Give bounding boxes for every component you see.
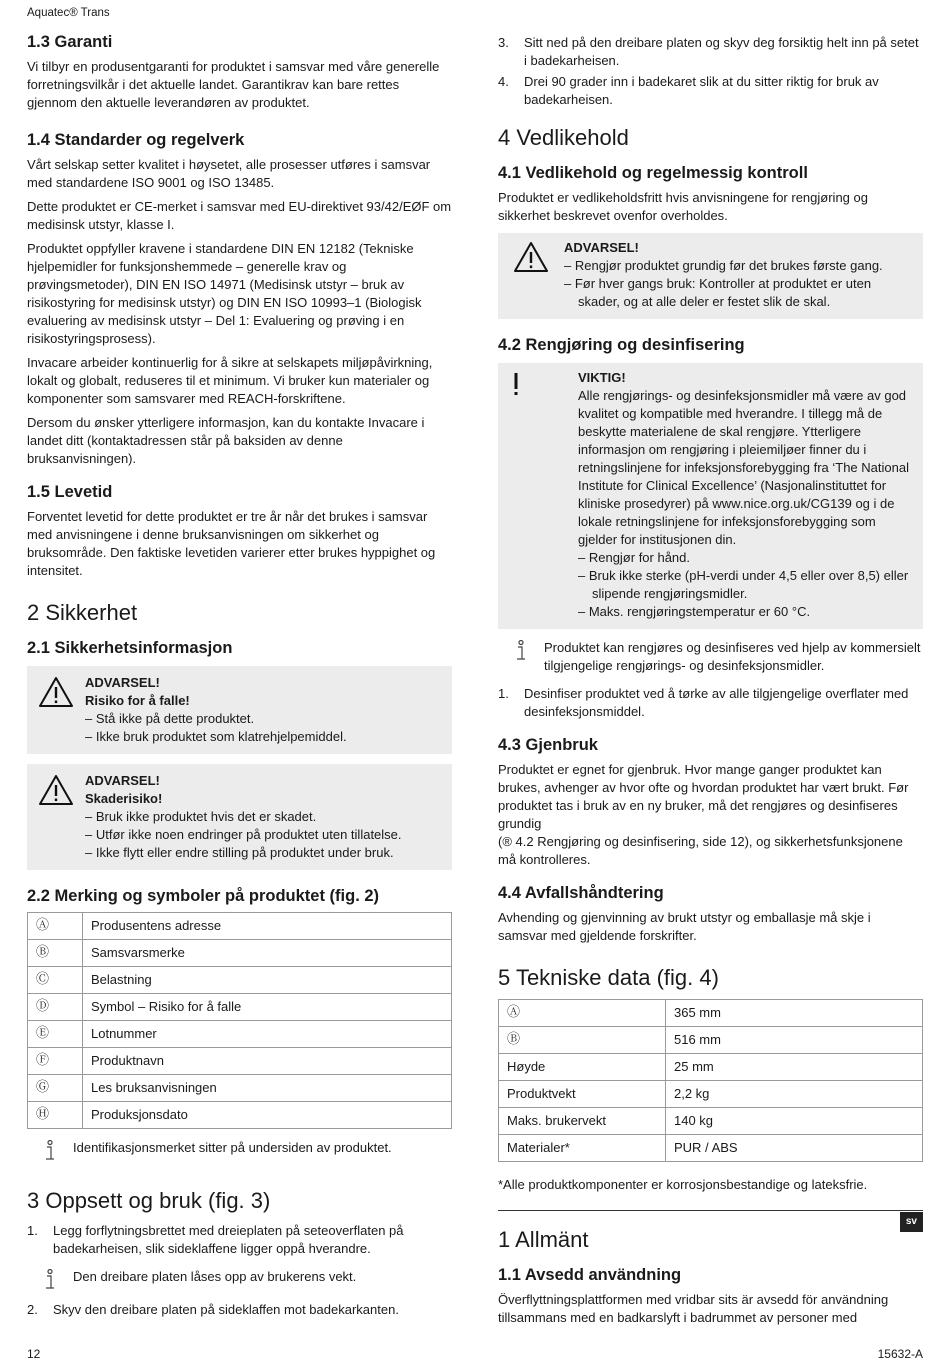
section-1-5-text: Forventet levetid for dette produktet er tre år når det brukes i samsvar med anvisningene i denne bruksanvisningen om sikkerhet og bruksområde. Den faktiske levetiden varierer etter brukes hyppighet og intensitet. (27, 509, 436, 578)
section-4-1-text: Produktet er vedlikeholdsfritt hvis anvisningene for rengjøring og sikkerhet beskrevet ovenfor overholdes. (498, 190, 868, 223)
section-2-1-title: 2.1 Sikkerhetsinformasjon (27, 639, 233, 657)
section-1-3-text: Vi tilbyr en produsentgaranti for produktet i samsvar med våre generelle forretningsvilkår i det aktuelle landet. Garantikrav kan bare rettes gjennom den aktuelle leverandøren av produktet. (27, 59, 440, 110)
warning-item: – Ikke bruk produktet som klatrehjelpemiddel. (85, 729, 347, 744)
important-item: – Rengjør for hånd. (578, 550, 691, 565)
table-cell-value: Belastning (83, 967, 452, 994)
table-cell-key: Ⓕ (28, 1048, 83, 1075)
list-item (27, 1222, 452, 1258)
table-cell-value: Produksjonsdato (83, 1102, 452, 1129)
tech-data-table (498, 999, 923, 1162)
info-note (27, 1268, 452, 1291)
section-4-3-text: Produktet er egnet for gjenbruk. Hvor mange ganger produktet kan brukes, avhenger av hvor ofte og hvordan produktet har vært brukt. Før produktet tas i bruk av en ny bruker, må det rengjøres og desinfiseres grundig (498, 762, 909, 831)
section-4-4-text: Avhending og gjenvinning av brukt utstyr og emballasje må skje i samsvar med gjeldende forskrifter. (498, 910, 871, 943)
section-3-title: 3 Oppsett og bruk (fig. 3) (27, 1188, 271, 1213)
table-cell-value: 2,2 kg (666, 1081, 923, 1108)
table-row (28, 940, 452, 967)
table-cell-value: Lotnummer (83, 1021, 452, 1048)
table-cell-value: 516 mm (666, 1027, 923, 1054)
list-item (498, 685, 923, 721)
warning-triangle-icon (27, 674, 85, 746)
warning-box-injury (27, 764, 452, 870)
info-note-text: Den dreibare platen låses opp av brukerens vekt. (73, 1269, 357, 1284)
list-item (498, 73, 923, 109)
info-note (27, 1139, 452, 1162)
exclamation-icon (498, 369, 560, 621)
section-1-4-title: 1.4 Standarder og regelverk (27, 131, 245, 149)
list-item (27, 1301, 452, 1319)
table-row (499, 1108, 923, 1135)
setup-steps (27, 1222, 452, 1258)
warning-item: – Rengjør produktet grundig før det brukes første gang. (564, 258, 883, 273)
step-number: 4. (498, 74, 509, 89)
section-1-4-p5: Dersom du ønsker ytterligere informasjon, kan du kontakte Invacare i landet ditt (kontaktadressen står på baksiden av denne bruksanvisningen). (27, 415, 425, 466)
section-2-title: 2 Sikkerhet (27, 600, 138, 625)
info-icon (27, 1268, 73, 1291)
step-number: 2. (27, 1302, 38, 1317)
step-text: Drei 90 grader inn i badekaret slik at du sitter riktig for bruk av badekarheisen. (524, 74, 879, 107)
info-note-text: Identifikasjonsmerket sitter på undersiden av produktet. (73, 1140, 392, 1155)
section-4-1-title: 4.1 Vedlikehold og regelmessig kontroll (498, 164, 808, 182)
table-row (28, 994, 452, 1021)
table-row (28, 913, 452, 940)
step-text: Desinfiser produktet ved å tørke av alle tilgjengelige overflater med desinfeksjonsmiddel. (524, 686, 909, 719)
warning-head: ADVARSEL! (564, 240, 639, 255)
important-box (498, 363, 923, 629)
section-4-4-title: 4.4 Avfallshåndtering (498, 884, 664, 902)
warning-head: ADVARSEL! (85, 675, 160, 690)
section-1-4-p3: Produktet oppfyller kravene i standardene DIN EN 12182 (Tekniske hjelpemidler for funksjonshemmede – generelle krav og prøvingsmetoder), DIN EN ISO 14971 (Medisinsk utstyr – bruk av risikostyring for medisinsk utstyr) og DIN EN ISO 10993–1 (Biologisk evaluering av medisinsk utstyr – Del 1: Evaluering og prøving i en risikostyringsprosess). (27, 241, 422, 346)
table-cell-key: Materialer* (499, 1135, 666, 1162)
language-divider (498, 1210, 923, 1227)
symbols-table (27, 912, 452, 1129)
table-cell-value: Produsentens adresse (83, 913, 452, 940)
right-column (498, 30, 923, 1333)
sv-section-1-1-text: Överflyttningsplattformen med vridbar sits är avsedd för användning tillsammans med en badkarslyft i badrummet av personer med (498, 1292, 889, 1325)
table-row (499, 1027, 923, 1054)
warning-item: – Bruk ikke produktet hvis det er skadet. (85, 809, 317, 824)
section-2-2-title: 2.2 Merking og symboler på produktet (fig. 2) (27, 887, 380, 905)
table-row (499, 1000, 923, 1027)
step-text: Legg forflytningsbrettet med dreieplaten på seteoverflaten på badekarheisen, slik sideklaffene ligger oppå hverandre. (53, 1223, 404, 1256)
section-1-3-title: 1.3 Garanti (27, 33, 113, 51)
section-4-title: 4 Vedlikehold (498, 125, 629, 150)
warning-item: – Utfør ikke noen endringer på produktet uten tillatelse. (85, 827, 402, 842)
step-text: Sitt ned på den dreibare platen og skyv deg forsiktig helt inn på setet i badekarheisen. (524, 35, 919, 68)
table-row (499, 1081, 923, 1108)
section-1-5-title: 1.5 Levetid (27, 483, 113, 501)
table-cell-key: Ⓑ (28, 940, 83, 967)
step-number: 3. (498, 35, 509, 50)
section-4-3-ref: (® 4.2 Rengjøring og desinfisering, side 12), og sikkerhetsfunksjonene må kontrolleres. (498, 834, 903, 867)
table-cell-key: Ⓖ (28, 1075, 83, 1102)
warning-item: – Stå ikke på dette produktet. (85, 711, 255, 726)
table-cell-value: PUR / ABS (666, 1135, 923, 1162)
important-text: Alle rengjørings- og desinfeksjonsmidler må være av god kvalitet og kompatible med hverandre. I tillegg må de beskytte materialene de skal rengjøre. Ytterligere informasjon om rengjøring i pleiemiljøer finner du i retningslinjene for infeksjonsforebygging fra ‘The National Institute for Clinical Excellence’ (Nasjonalinstituttet for kliniske prosedyrer) på www.nice.org.uk/CG139 og i de lokale retningslinjene for infeksjonsforebygging som gjelder for institusjonen din. (578, 388, 909, 547)
table-cell-value: Les bruksanvisningen (83, 1075, 452, 1102)
step-number: 1. (27, 1223, 38, 1238)
table-cell-key: Ⓓ (28, 994, 83, 1021)
important-item: – Maks. rengjøringstemperatur er 60 °C. (578, 604, 811, 619)
document-header: Aquatec® Trans (27, 7, 110, 19)
table-cell-key: Ⓔ (28, 1021, 83, 1048)
table-cell-key: Produktvekt (499, 1081, 666, 1108)
table-row (28, 967, 452, 994)
table-row (28, 1048, 452, 1075)
step-number: 1. (498, 686, 509, 701)
table-cell-key: Høyde (499, 1054, 666, 1081)
table-cell-key: Ⓐ (28, 913, 83, 940)
table-row (499, 1054, 923, 1081)
warning-triangle-icon (498, 239, 564, 311)
important-head: VIKTIG! (578, 370, 626, 385)
section-5-title: 5 Tekniske data (fig. 4) (498, 965, 719, 990)
table-cell-key: Ⓑ (499, 1027, 666, 1054)
warning-triangle-icon (27, 772, 85, 862)
info-icon (27, 1139, 73, 1162)
section-1-4-p4: Invacare arbeider kontinuerlig for å sikre at selskapets miljøpåvirkning, lokalt og globalt, reduseres til et minimum. Vi bruker kun materialer og komponenter som samsvarer med REACH-forskriftene. (27, 355, 433, 406)
table-row (28, 1021, 452, 1048)
table-cell-key: Ⓗ (28, 1102, 83, 1129)
table-row (28, 1075, 452, 1102)
warning-head: ADVARSEL! (85, 773, 160, 788)
warning-item: – Ikke flytt eller endre stilling på produktet under bruk. (85, 845, 394, 860)
document-code: 15632-A (877, 1347, 923, 1361)
cleaning-steps (498, 685, 923, 721)
warning-item: – Før hver gangs bruk: Kontroller at produktet er uten skader, og at alle deler er festet slik de skal. (564, 276, 872, 309)
warning-box-fall (27, 666, 452, 754)
tech-data-footnote: *Alle produktkomponenter er korrosjonsbestandige og lateksfrie. (498, 1177, 868, 1192)
section-1-4-p1: Vårt selskap setter kvalitet i høysetet, alle prosesser utføres i samsvar med standardene ISO 9001 og ISO 13485. (27, 157, 431, 190)
step-text: Skyv den dreibare platen på sideklaffen mot badekarkanten. (53, 1302, 399, 1317)
section-4-3-title: 4.3 Gjenbruk (498, 736, 598, 754)
setup-steps (27, 1301, 452, 1319)
sv-section-1-title: 1 Allmänt (498, 1227, 589, 1252)
language-badge: sv (900, 1212, 923, 1232)
table-cell-key: Ⓐ (499, 1000, 666, 1027)
info-note-text: Produktet kan rengjøres og desinfiseres ved hjelp av kommersielt tilgjengelige rengjørings- og desinfeksjonsmidler. (544, 640, 921, 673)
page-number: 12 (27, 1347, 41, 1361)
warning-sub: Skaderisiko! (85, 791, 163, 806)
section-1-4-p2: Dette produktet er CE-merket i samsvar med EU-direktivet 93/42/EØF om medisinsk utstyr, klasse I. (27, 199, 452, 232)
warning-sub: Risiko for å falle! (85, 693, 190, 708)
table-cell-value: Samsvarsmerke (83, 940, 452, 967)
info-note (498, 639, 923, 675)
table-cell-value: 25 mm (666, 1054, 923, 1081)
info-icon (498, 639, 544, 675)
table-cell-value: 140 kg (666, 1108, 923, 1135)
table-cell-value: Produktnavn (83, 1048, 452, 1075)
table-row (28, 1102, 452, 1129)
warning-box-maintenance (498, 233, 923, 319)
table-row (499, 1135, 923, 1162)
table-cell-key: Maks. brukervekt (499, 1108, 666, 1135)
table-cell-key: Ⓒ (28, 967, 83, 994)
table-cell-value: Symbol – Risiko for å falle (83, 994, 452, 1021)
sv-section-1-1-title: 1.1 Avsedd användning (498, 1266, 682, 1284)
table-cell-value: 365 mm (666, 1000, 923, 1027)
left-column (27, 30, 452, 1325)
important-item: – Bruk ikke sterke (pH-verdi under 4,5 eller over 8,5) eller slipende rengjøringsmidler. (578, 568, 909, 601)
setup-steps-continued (498, 34, 923, 109)
section-4-2-title: 4.2 Rengjøring og desinfisering (498, 336, 745, 354)
list-item (498, 34, 923, 70)
